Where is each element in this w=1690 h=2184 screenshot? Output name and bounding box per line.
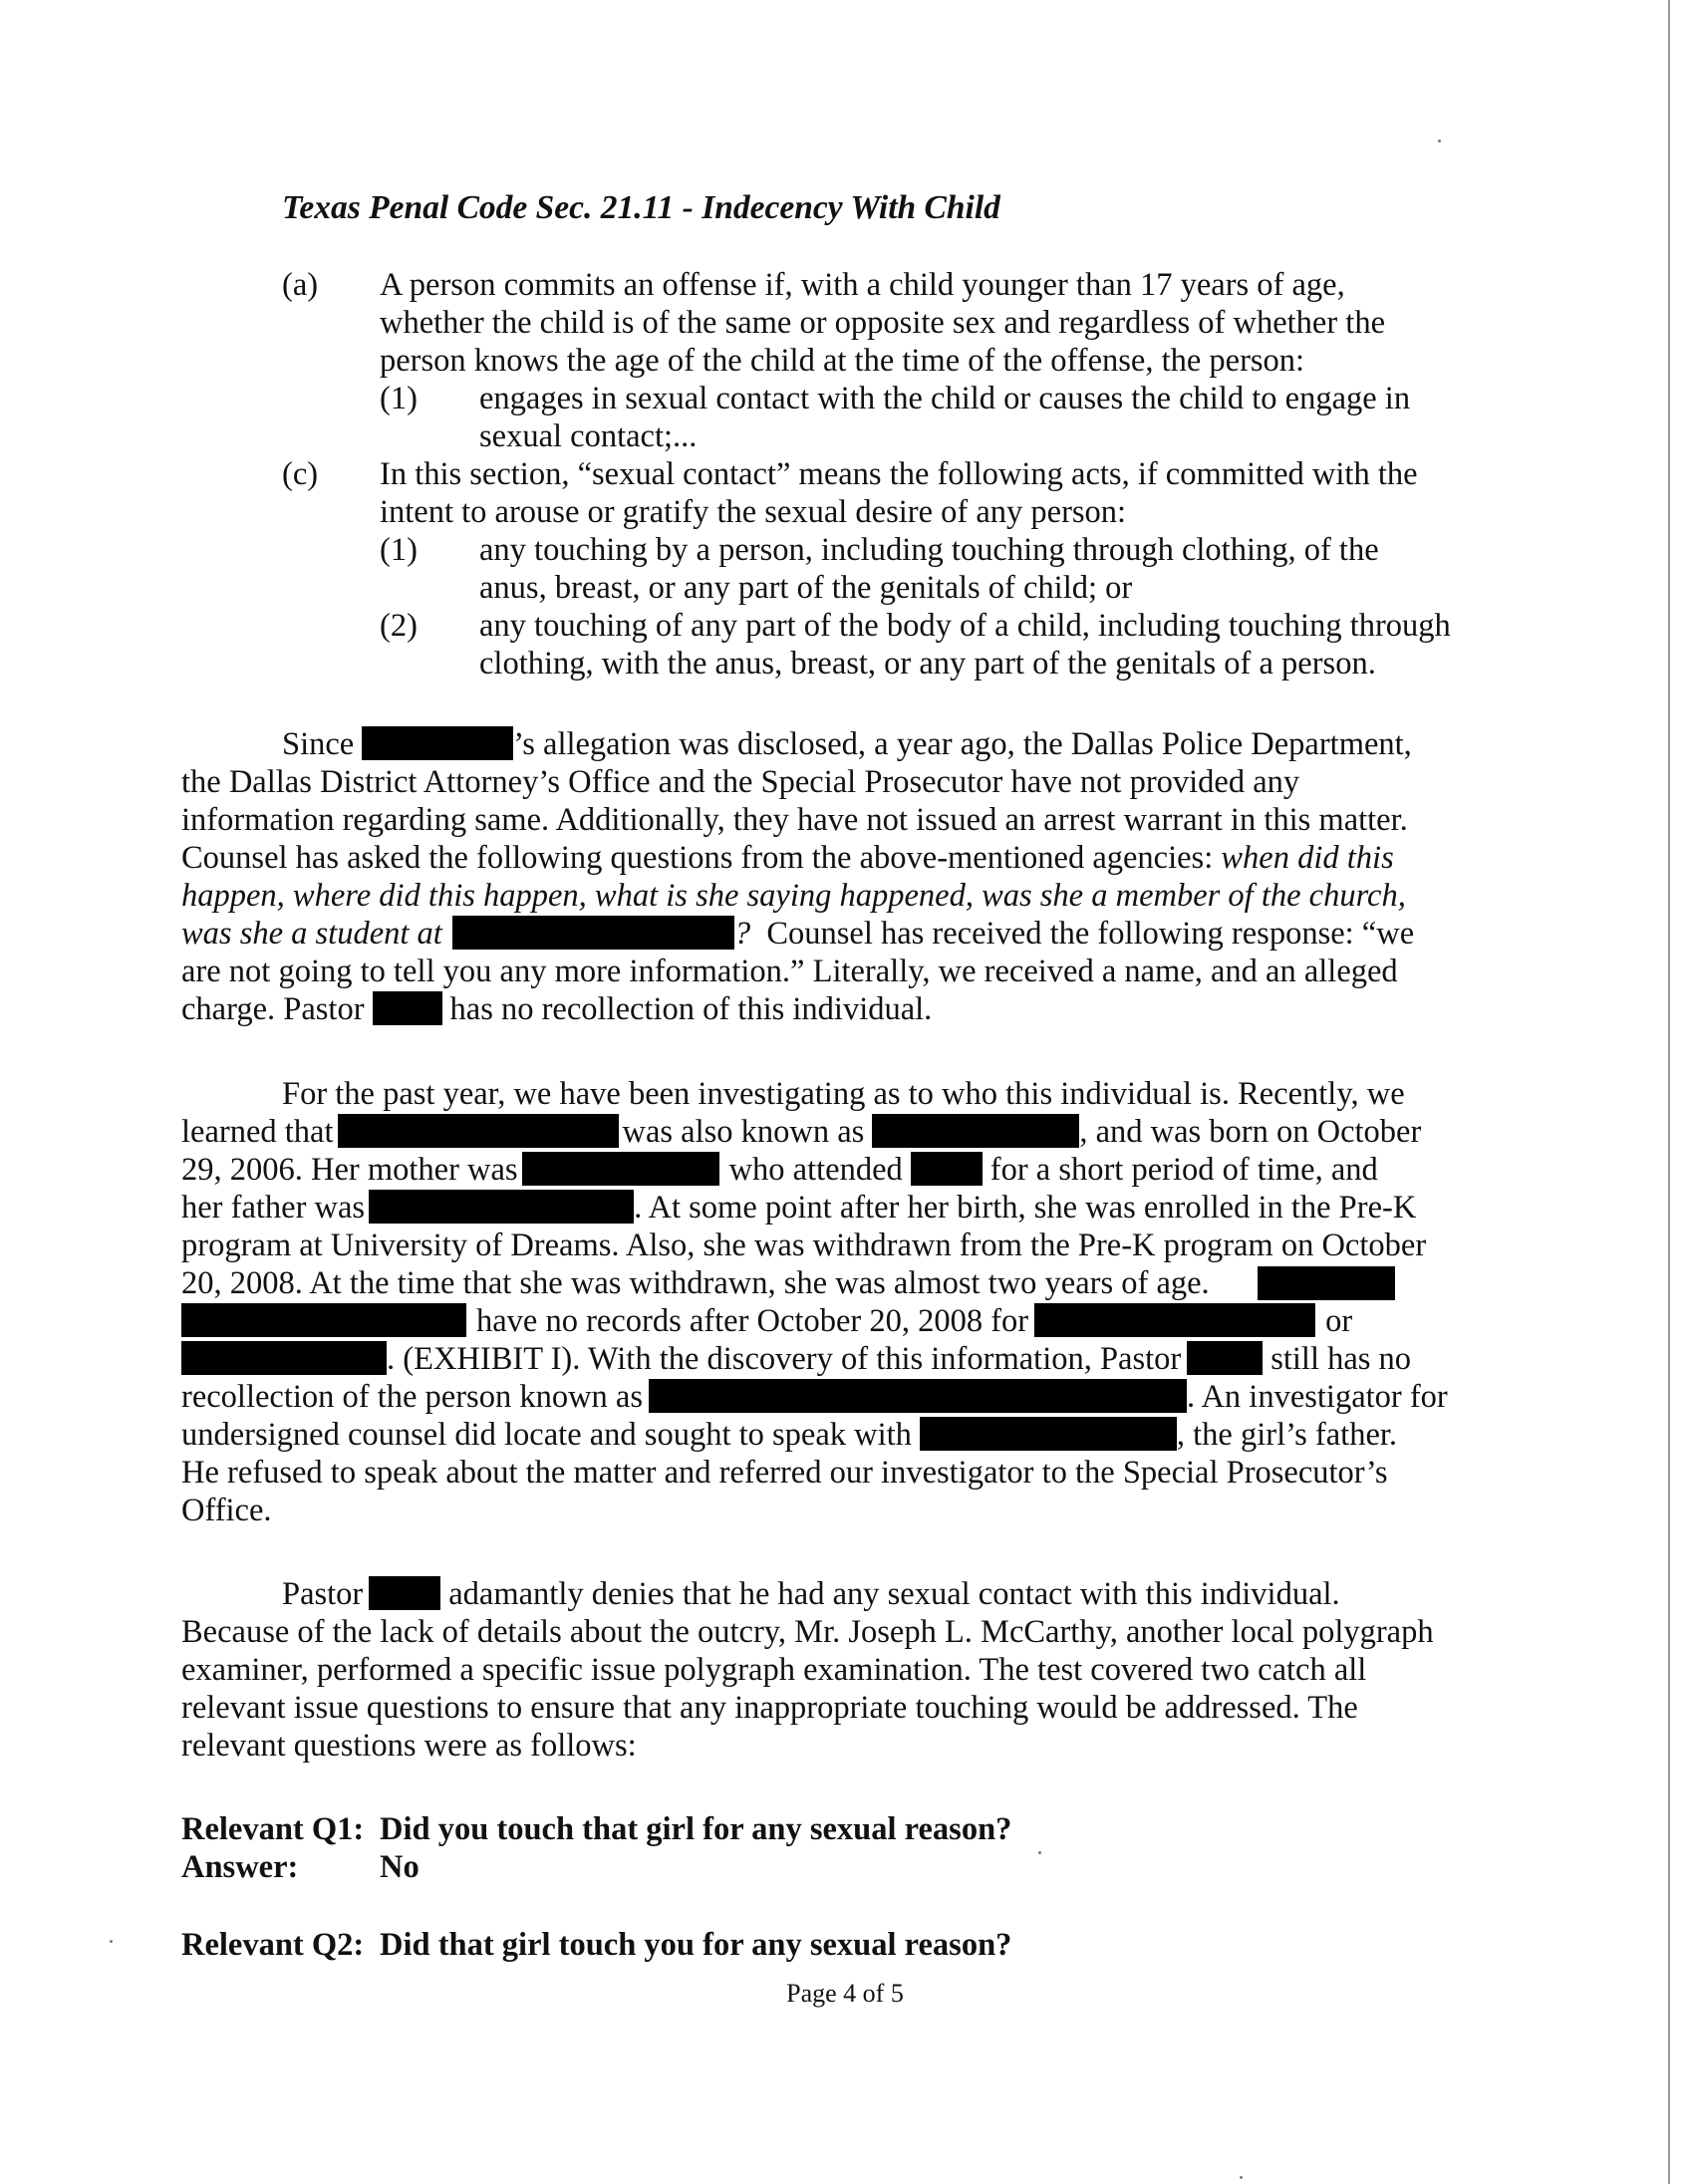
paragraph-line: Because of the lack of details about the outcry, Mr. Joseph L. McCarthy, another local polygraph [181,1614,1434,1650]
redaction-bar [1187,1341,1263,1375]
scan-speck [1038,1851,1041,1854]
scan-speck [1438,139,1441,142]
paragraph-line [181,839,1394,877]
paragraph-line: Office. [181,1493,272,1528]
text-run: Since [282,726,355,762]
scan-speck [110,1940,113,1943]
redaction-bar [649,1379,1187,1413]
paragraph-line [282,1575,1340,1613]
paragraph-line: the Dallas District Attorney’s Office and the Special Prosecutor have not provided any [181,764,1300,800]
paragraph-line: are not going to tell you any more information.” Literally, we received a name, and an alleged [181,954,1398,989]
paragraph-line: relevant issue questions to ensure that any inappropriate touching would be addressed. The [181,1690,1358,1726]
redaction-bar [1034,1303,1315,1337]
paragraph-line [181,990,932,1028]
text-run: undersigned counsel did locate and sought to speak with [181,1417,912,1453]
paragraph-line: program at University of Dreams. Also, she was withdrawn from the Pre-K program on October [181,1228,1427,1263]
paragraph-line [282,725,1412,763]
redaction-bar [872,1114,1079,1148]
text-run: her father was [181,1190,366,1226]
statute-marker-a: (a) [282,267,319,303]
text-run: adamantly denies that he had any sexual contact with this individual. [448,1576,1340,1612]
text-run: , the girl’s father. [1176,1417,1398,1453]
statute-line: any touching of any part of the body of a child, including touching through [479,608,1451,644]
statute-marker-2: (2) [380,608,418,644]
text-run-italic: was she a student at [181,916,442,952]
text-run: . An investigator for [1186,1379,1448,1415]
paragraph-line [181,1189,1416,1227]
redaction-bar [369,1190,634,1224]
text-run: or [1325,1303,1353,1339]
redaction-bar [373,991,442,1025]
text-run: Counsel has asked the following questions from the above-mentioned agencies: [181,840,1214,876]
paragraph-line [181,1340,1411,1378]
text-run-italic: ? [733,916,751,952]
section-title: Texas Penal Code Sec. 21.11 - Indecency With Child [282,189,1000,226]
statute-marker-1: (1) [380,381,418,416]
question-text: Did that girl touch you for any sexual reason? [380,1927,1012,1963]
text-run: for a short period of time, and [989,1152,1378,1188]
text-run: , and was born on October [1079,1114,1422,1150]
paragraph-line [181,1416,1397,1454]
text-run: was also known as [622,1114,865,1150]
statute-line: person knows the age of the child at the time of the offense, the person: [380,343,1305,379]
paragraph-line: relevant questions were as follows: [181,1728,637,1764]
statute-line: clothing, with the anus, breast, or any part of the genitals of a person. [479,646,1376,682]
redaction-bar [920,1417,1177,1451]
paragraph-line: examiner, performed a specific issue polygraph examination. The test covered two catch all [181,1652,1367,1688]
redaction-bar [181,1341,387,1375]
text-run: learned that [181,1114,334,1150]
text-run: 29, 2006. Her mother was [181,1152,518,1188]
paragraph-line: information regarding same. Additionally, they have not issued an arrest warrant in this matter. [181,802,1408,838]
redaction-bar [181,1303,466,1337]
scan-speck [1240,2176,1243,2179]
redaction-bar [338,1114,619,1148]
paragraph-line: He refused to speak about the matter and referred our investigator to the Special Prosecutor’s [181,1455,1388,1491]
text-run: Pastor [282,1576,364,1612]
statute-line: In this section, “sexual contact” means the following acts, if committed with the [380,456,1418,492]
statute-line: engages in sexual contact with the child or causes the child to engage in [479,381,1411,416]
question-text: Did you touch that girl for any sexual reason? [380,1811,1012,1847]
text-run: charge. Pastor [181,991,365,1027]
text-run: still has no [1270,1341,1412,1377]
text-run: who attended [728,1152,903,1188]
statute-line: whether the child is of the same or opposite sex and regardless of whether the [380,305,1385,341]
redaction-bar [1258,1266,1395,1300]
text-run: has no recollection of this individual. [449,991,933,1027]
page-number: Page 4 of 5 [786,1979,904,2008]
scan-edge-line [1668,0,1670,2184]
paragraph-line [181,1378,1448,1416]
redaction-bar [522,1152,719,1186]
question-label: Relevant Q2: [181,1927,365,1963]
text-run: . At some point after her birth, she was enrolled in the Pre-K [634,1190,1417,1226]
paragraph-line: 20, 2008. At the time that she was withdrawn, she was almost two years of age. [181,1265,1210,1301]
paragraph-line [181,915,1414,953]
text-run: have no records after October 20, 2008 for [476,1303,1029,1339]
paragraph-line: For the past year, we have been investigating as to who this individual is. Recently, we [282,1076,1405,1112]
paragraph-line [181,1302,1352,1340]
text-run: Counsel has received the following response: “we [766,916,1415,952]
text-run: recollection of the person known as [181,1379,643,1415]
paragraph-line [181,1151,1378,1189]
redaction-bar [452,916,734,950]
redaction-bar [362,726,513,760]
text-run-italic: when did this [1221,840,1394,876]
statute-line: intent to arouse or gratify the sexual desire of any person: [380,494,1127,530]
statute-line: any touching by a person, including touching through clothing, of the [479,532,1379,568]
text-run: ’s allegation was disclosed, a year ago, the Dallas Police Department, [513,726,1412,762]
redaction-bar [911,1152,983,1186]
statute-marker-c: (c) [282,456,319,492]
statute-line: sexual contact;... [479,418,698,454]
paragraph-line-italic: happen, where did this happen, what is she saying happened, was she a member of the church, [181,878,1406,914]
answer-label: Answer: [181,1849,299,1885]
redaction-bar [369,1576,440,1610]
statute-line: A person commits an offense if, with a child younger than 17 years of age, [380,267,1345,303]
paragraph-line [181,1113,1421,1151]
text-run: . (EXHIBIT I). With the discovery of this information, Pastor [387,1341,1182,1377]
statute-line: anus, breast, or any part of the genitals of child; or [479,570,1133,606]
question-label: Relevant Q1: [181,1811,365,1847]
statute-marker-1: (1) [380,532,418,568]
answer-text: No [380,1849,420,1885]
